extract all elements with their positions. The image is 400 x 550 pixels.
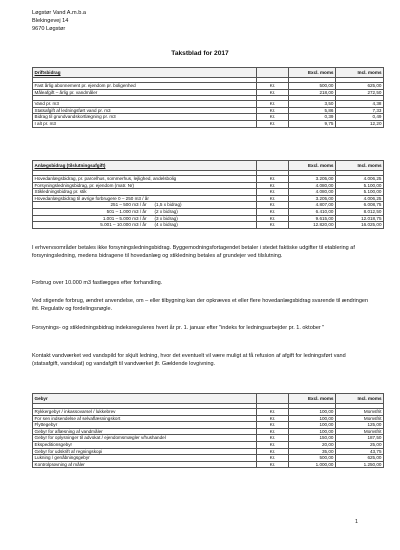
excl-vat-cell: 4.080,00 [289,182,336,189]
table-row [33,441,384,448]
table-row [33,202,384,209]
table-row [33,428,384,435]
incl-vat-cell: 4,38 [336,101,384,108]
currency-cell: Kr. [257,202,289,209]
excl-vat-cell: 100,00 [289,428,336,435]
incl-vat-cell: Momsfrit [336,428,384,435]
paragraph-increased-consumption: Ved stigende forbrug, ændret anvendelse, om – eller tilbygning kan der opkræves et eller flere hovedanlægsbidrag svarende til ændringen iht. Regulativ og fordelingsnøgle. [32,298,369,312]
excl-vat-cell: 20,00 [289,441,336,448]
currency-cell: Kr. [257,422,289,429]
table-row [33,176,384,183]
fee-description: Hovedanlægsbidrag, pr. parcelhus, sommerhus, lejlighed, andelsbolig [33,176,257,183]
incl-vat-cell: 16.025,00 [336,222,384,229]
currency-cell: Kr. [257,83,289,90]
fee-description: For sen indsendelse af selvaflæsningskort [33,415,257,422]
volume-tier-cell [33,215,257,222]
fees-table [32,393,384,468]
volume-range: 5.001 – 10.000 m3 / år [100,222,147,228]
incl-vat-cell: 125,00 [336,422,384,429]
factor-label: (1,5 x bidrag) [154,202,182,208]
excl-vat-cell: 35,00 [289,448,336,455]
table-header-cell: Incl. moms [336,68,384,78]
table-row [33,189,384,196]
incl-vat-cell: Momsfrit [336,409,384,416]
currency-cell: Kr. [257,441,289,448]
table-row [33,120,384,127]
fee-description: Bidrag til grundvandskortlægning pr. m3 [33,114,257,121]
excl-vat-cell: 3.205,00 [289,176,336,183]
factor-label: (3 x bidrag) [154,215,178,221]
table-row [33,89,384,96]
fee-description: Kontrolprøvning af måler [33,461,257,468]
volume-tier-cell [33,202,257,209]
table-row [33,208,384,215]
table-header-cell: Excl. moms [289,68,336,78]
table-row [33,415,384,422]
document-title: Takstblad for 2017 [171,50,229,57]
connection-fees-table [32,160,384,229]
incl-vat-cell: 5.100,00 [336,189,384,196]
excl-vat-cell: 500,00 [289,83,336,90]
currency-cell: Kr. [257,107,289,114]
incl-vat-cell: 0,49 [336,114,384,121]
currency-cell: Kr. [257,455,289,462]
table-row [33,182,384,189]
paragraph-business-areas: I erhvervsområder betales ikke forsyningsledningsbidrag. Byggemodningsfortagendet betaler i stedet faktiske udgifter til etablering af forsyningsledning, medens bidragene til hovedanlæg og stikledning betales af grundejer ved tilslutning. [32,245,355,259]
table-header-row [33,394,384,404]
fee-description: Lukning / genåbningsgebyr [33,455,257,462]
incl-vat-cell: 7,33 [336,107,384,114]
incl-vat-cell: 272,50 [336,89,384,96]
excl-vat-cell: 12.820,00 [289,222,336,229]
table-row [33,422,384,429]
incl-vat-cell: 12,20 [336,120,384,127]
table-row [33,455,384,462]
table-header-cell: Incl. moms [336,161,384,171]
table-row [33,114,384,121]
currency-cell: Kr. [257,208,289,215]
incl-vat-cell: 625,00 [336,455,384,462]
fee-description: Flyttegebyr [33,422,257,429]
table-row [33,435,384,442]
volume-range: 251 – 500 m3 / år [110,202,147,208]
excl-vat-cell: 3.205,00 [289,195,336,202]
sender-address [32,9,86,34]
volume-range: 1.001 – 5.000 m3 / år [102,215,147,221]
table-row [33,448,384,455]
table-header-cell [257,68,289,78]
excl-vat-cell: 100,00 [289,415,336,422]
currency-cell: Kr. [257,222,289,229]
incl-vat-cell: 625,00 [336,83,384,90]
excl-vat-cell: 500,00 [289,455,336,462]
fee-description: Vand pr. m3 [33,101,257,108]
factor-label: (4 x bidrag) [154,222,178,228]
currency-cell: Kr. [257,101,289,108]
currency-cell: Kr. [257,428,289,435]
excl-vat-cell: 4.807,00 [289,202,336,209]
address-line-2: Blekingevej 14 [32,18,69,25]
table-row [33,409,384,416]
paragraph-large-consumption: Forbrug over 10.000 m3 fastlægges efter forhandling. [32,280,163,286]
table-row [33,101,384,108]
incl-vat-cell: 187,50 [336,435,384,442]
fee-description: Statsafgift af ledningsført vand pr. m3 [33,107,257,114]
volume-tier-cell [33,222,257,229]
excl-vat-cell: 6.410,00 [289,208,336,215]
table-header-cell: Excl. moms [289,161,336,171]
incl-vat-cell: 43,75 [336,448,384,455]
excl-vat-cell: 100,00 [289,422,336,429]
fee-description: Rykkergebyr / inkassovarsel / lukkebrev [33,409,257,416]
incl-vat-cell: 25,00 [336,441,384,448]
currency-cell: Kr. [257,409,289,416]
excl-vat-cell: 100,00 [289,409,336,416]
volume-tier-cell [33,208,257,215]
currency-cell: Kr. [257,435,289,442]
incl-vat-cell: 5.100,00 [336,182,384,189]
currency-cell: Kr. [257,182,289,189]
table-header-cell: Excl. moms [289,394,336,404]
address-line-3: 9670 Løgstør [32,26,66,33]
currency-cell: Kr. [257,176,289,183]
incl-vat-cell: 4.006,25 [336,176,384,183]
incl-vat-cell: 6.008,75 [336,202,384,209]
table-row [33,195,384,202]
excl-vat-cell: 0,39 [289,114,336,121]
currency-cell: Kr. [257,195,289,202]
incl-vat-cell: 4.006,25 [336,195,384,202]
table-header-cell: Driftsbidrag [33,68,257,78]
excl-vat-cell: 5,86 [289,107,336,114]
table-row [33,222,384,229]
fee-description: Måleafgift – årlig pr. vandmåler [33,89,257,96]
incl-vat-cell: 8.012,50 [336,208,384,215]
address-line-1: Løgstør Vand A.m.b.a [32,10,86,16]
fee-description: Gebyr for aflæsning af vandmåler [33,428,257,435]
excl-vat-cell: 150,00 [289,435,336,442]
incl-vat-cell: 12.018,75 [336,215,384,222]
excl-vat-cell: 3,50 [289,101,336,108]
excl-vat-cell: 218,00 [289,89,336,96]
table-row [33,215,384,222]
currency-cell: Kr. [257,461,289,468]
operating-fees-table [32,67,384,128]
paragraph-index-regulation: Forsynings- og stikledningsbidrag indeksreguleres hvert år pr. 1. januar efter "indeks for ledningsarbejder pr. 1. oktober " [32,325,325,331]
fee-description: Hovedanlægsbidrag til øvrige forbrugere 0 – 250 m3 / år [33,195,257,202]
fee-description: Stikledningsbidrag pr. stik [33,189,257,196]
table-header-row [33,161,384,171]
currency-cell: Kr. [257,215,289,222]
table-header-cell: Anlægsbidrag (tilslutningsafgift) [33,161,257,171]
excl-vat-cell: 4.080,00 [289,189,336,196]
fee-description: Fast årlig abonnement pr. ejendom pr. boligenhed [33,83,257,90]
table-header-cell [257,161,289,171]
table-row [33,83,384,90]
currency-cell: Kr. [257,120,289,127]
factor-label: (2 x bidrag) [154,209,178,215]
incl-vat-cell: 1.250,00 [336,461,384,468]
fee-description: Forsyningsledningsbidrag, pr. ejendom (matr. Nr) [33,182,257,189]
table-header-cell [257,394,289,404]
currency-cell: Kr. [257,415,289,422]
excl-vat-cell: 9,75 [289,120,336,127]
table-header-row [33,68,384,78]
excl-vat-cell: 1.000,00 [289,461,336,468]
fee-description: Gebyr for udskrift af regningskopi [33,448,257,455]
currency-cell: Kr. [257,114,289,121]
currency-cell: Kr. [257,448,289,455]
table-row [33,461,384,468]
page-number: 1 [355,519,358,525]
volume-range: 501 – 1.000 m3 / år [106,209,147,215]
incl-vat-cell: Momsfrit [336,415,384,422]
table-row [33,107,384,114]
fee-description: Ekspeditionsgebyr [33,441,257,448]
excl-vat-cell: 9.615,00 [289,215,336,222]
currency-cell: Kr. [257,189,289,196]
fee-description: Gebyr for oplysninger til advokat / ejendomsmægler v/hushandel [33,435,257,442]
currency-cell: Kr. [257,89,289,96]
paragraph-water-leak: Kontakt vandværket ved vandspild for skjult ledning, hvor det eventuelt vil være muligt at få refusion af afgift for ledningsført vand (statsafgift, vandskat) og vandafgift til vandværket jfr. Gældende lovgivning. [32,353,346,367]
fee-description: I alt pr. m3 [33,120,257,127]
table-header-cell: Gebyr [33,394,257,404]
table-header-cell: Incl. moms [336,394,384,404]
